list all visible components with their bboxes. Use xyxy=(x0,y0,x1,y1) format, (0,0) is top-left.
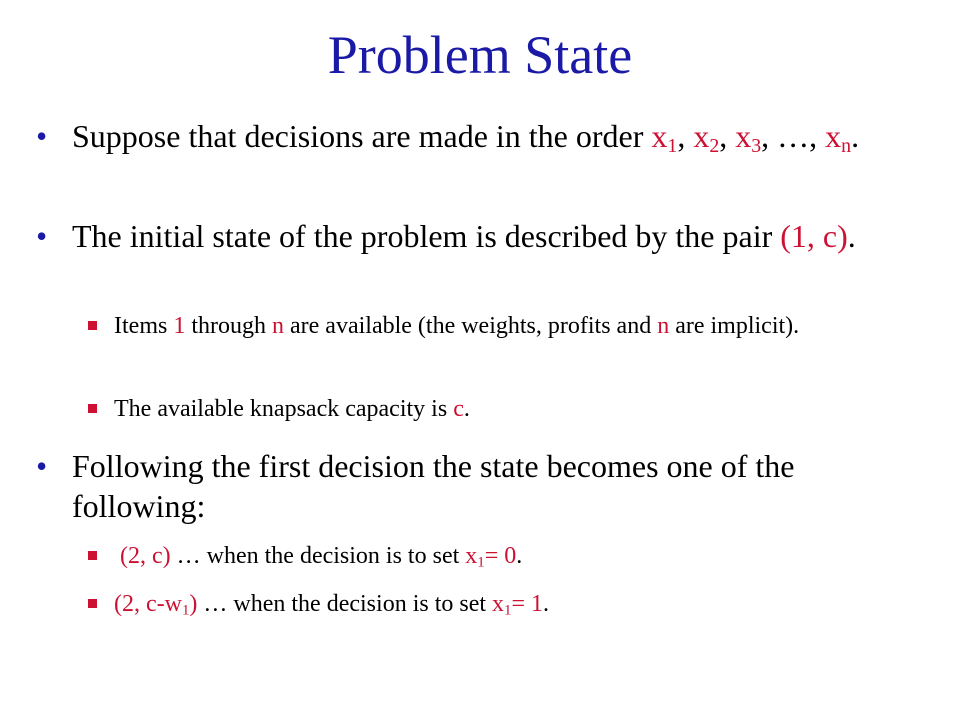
bullet-text: Following the first decision the state becomes one of the following: xyxy=(72,448,795,524)
subbullet-text: (2, $c-w_1$) … when the decision is to set $x_1= 1$. xyxy=(114,591,550,619)
subbullet-text: (2, c) … when the decision is to set $x_1= 0$. xyxy=(120,543,523,571)
bullet-initial-state xyxy=(36,216,916,256)
subbullet-items-available xyxy=(88,311,918,341)
square-bullet-icon xyxy=(88,551,97,560)
bullet-dot-icon: • xyxy=(36,448,48,484)
bullet-decision-order xyxy=(36,116,916,156)
subbullet-text: The available knapsack capacity is c. xyxy=(114,396,470,422)
bullet-first-decision xyxy=(36,446,916,526)
subbullet-capacity xyxy=(88,394,918,424)
bullet-text: The initial state of the problem is described by the pair (1, c). xyxy=(72,218,856,254)
slide-title: Problem State xyxy=(327,25,633,85)
subbullet-text: Items 1 through n are available (the weights, profits and n are implicit). xyxy=(114,313,800,339)
subbullet-set-zero xyxy=(88,541,918,571)
bullet-text: Suppose that decisions are made in the order $x_1$, $x_2$, $x_3$, …, $x_n$. xyxy=(72,118,860,157)
bullet-dot-icon: • xyxy=(36,118,48,154)
square-bullet-icon xyxy=(88,321,97,330)
subbullet-set-one xyxy=(88,589,918,619)
bullet-dot-icon: • xyxy=(36,218,48,254)
square-bullet-icon xyxy=(88,404,97,413)
square-bullet-icon xyxy=(88,599,97,608)
